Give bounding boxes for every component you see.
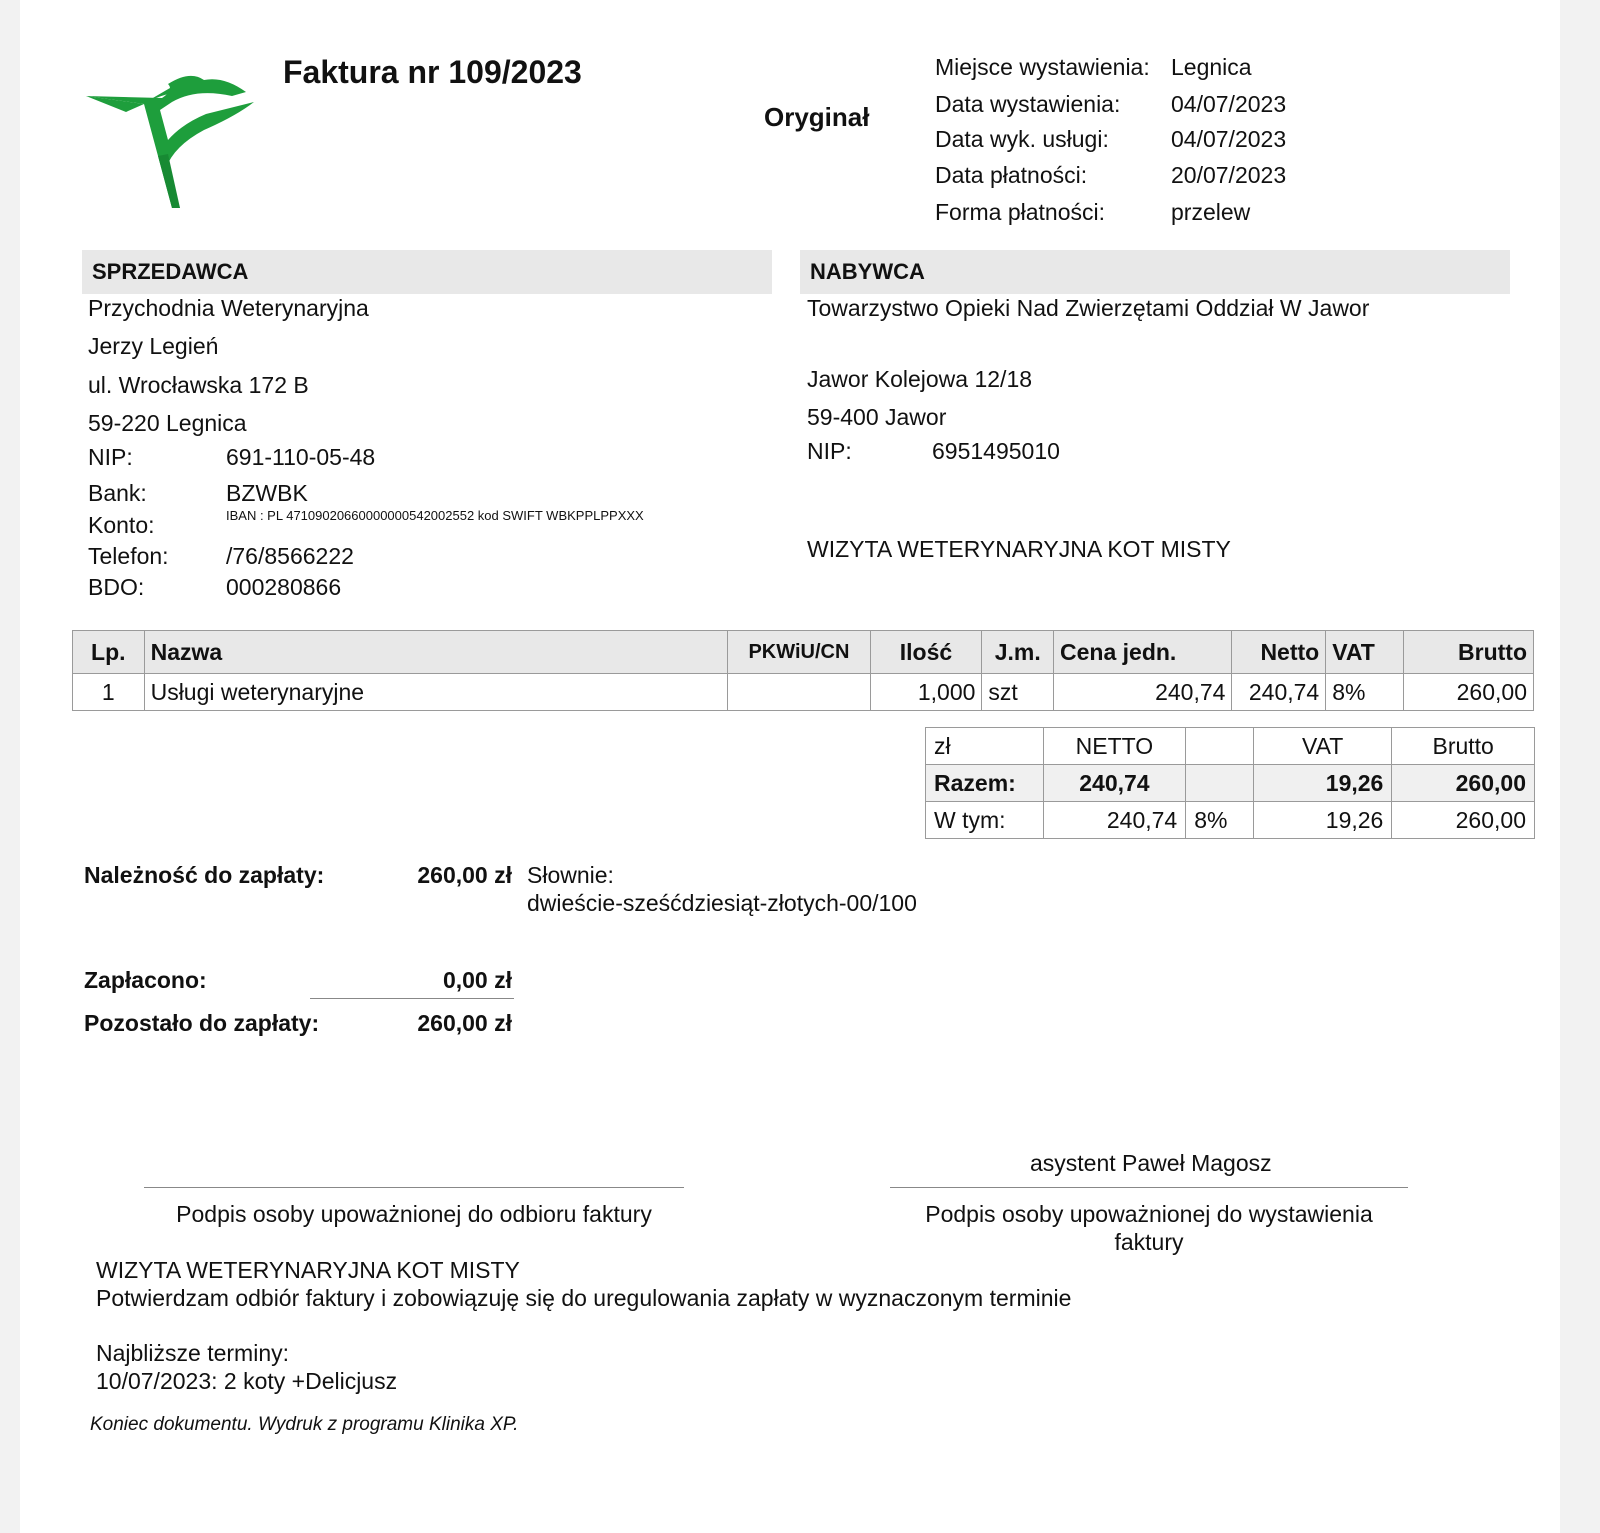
meta-label: Data wyk. usługi:	[935, 126, 1109, 152]
issuer-name: asystent Paweł Magosz	[1030, 1150, 1272, 1176]
issuer-signature-caption-line2: faktury	[1114, 1229, 1184, 1255]
razem-label: Razem:	[926, 765, 1044, 802]
paid-label: Zapłacono:	[84, 967, 207, 993]
seller-name2: Jerzy Legień	[88, 333, 219, 359]
buyer-city: 59-400 Jawor	[807, 404, 947, 430]
wtym-label: W tym:	[926, 802, 1044, 839]
field-value: BZWBK	[226, 480, 308, 506]
razem-vat: 19,26	[1253, 765, 1391, 802]
cell-netto: 240,74	[1232, 674, 1326, 711]
amount-words-label: Słownie:	[527, 862, 614, 888]
copy-type-label: Oryginał	[764, 102, 870, 132]
totals-wtym-row	[926, 802, 1535, 839]
totals-col-vat: VAT	[1253, 728, 1391, 765]
end-of-document-note: Koniec dokumentu. Wydruk z programu Klinika XP.	[90, 1414, 519, 1435]
cell-pkwiu	[728, 674, 870, 711]
amount-words-value: dwieście-sześćdziesiąt-złotych-00/100	[527, 890, 917, 916]
amount-due-value: 260,00 zł	[417, 862, 512, 888]
meta-label: Data płatności:	[935, 162, 1088, 188]
razem-brutto: 260,00	[1392, 765, 1535, 802]
meta-label: Forma płatności:	[935, 199, 1106, 225]
field-value: /76/8566222	[226, 543, 354, 569]
cell-nazwa: Usługi weterynaryjne	[144, 674, 728, 711]
field-label: NIP:	[88, 444, 133, 470]
receiver-signature-line	[144, 1187, 684, 1188]
col-ilosc: Ilość	[870, 631, 982, 674]
wtym-netto: 240,74	[1043, 802, 1186, 839]
remaining-label: Pozostało do zapłaty:	[84, 1010, 320, 1036]
meta-value: 20/07/2023	[1171, 162, 1287, 188]
issuer-signature-line	[890, 1187, 1408, 1188]
cell-jm: szt	[982, 674, 1054, 711]
col-nazwa: Nazwa	[144, 631, 728, 674]
seller-street: ul. Wrocławska 172 B	[88, 372, 309, 398]
col-brutto: Brutto	[1403, 631, 1533, 674]
sum-divider	[310, 998, 514, 999]
seller-city: 59-220 Legnica	[88, 410, 247, 436]
field-value: IBAN : PL 47109020660000000542002552 kod SWIFT WBKPPLPPXXX	[226, 508, 644, 523]
cell-cena: 240,74	[1054, 674, 1232, 711]
totals-table	[925, 727, 1535, 839]
wtym-rate: 8%	[1186, 802, 1254, 839]
totals-col-brutto: Brutto	[1392, 728, 1535, 765]
paid-value: 0,00 zł	[442, 967, 512, 993]
meta-value: 04/07/2023	[1171, 91, 1287, 117]
col-pkwiu: PKWiU/CN	[728, 631, 870, 674]
razem-rate	[1186, 765, 1254, 802]
field-value: 000280866	[226, 574, 342, 600]
totals-razem-row	[926, 765, 1535, 802]
items-table	[72, 630, 1534, 711]
razem-netto: 240,74	[1043, 765, 1186, 802]
buyer-note: WIZYTA WETERYNARYJNA KOT MISTY	[807, 536, 1231, 562]
buyer-name: Towarzystwo Opieki Nad Zwierzętami Oddział W Jawor	[807, 295, 1370, 321]
cell-lp: 1	[73, 674, 145, 711]
invoice-page	[20, 0, 1560, 1533]
meta-label: Data wystawienia:	[935, 91, 1121, 117]
footer-confirmation: Potwierdzam odbiór faktury i zobowiązuję się do uregulowania zapłaty w wyznaczonym terminie	[96, 1285, 1072, 1311]
footer-upcoming-label: Najbliższe terminy:	[96, 1340, 289, 1366]
col-vat: VAT	[1326, 631, 1404, 674]
totals-header-row	[926, 728, 1535, 765]
meta-value: przelew	[1171, 199, 1251, 225]
field-value: 691-110-05-48	[226, 444, 376, 470]
footer-note: WIZYTA WETERYNARYJNA KOT MISTY	[96, 1257, 520, 1283]
totals-col-rate	[1186, 728, 1254, 765]
field-label: Bank:	[88, 480, 147, 506]
meta-value: Legnica	[1171, 54, 1252, 80]
wtym-brutto: 260,00	[1392, 802, 1535, 839]
col-netto: Netto	[1232, 631, 1326, 674]
items-header-row	[73, 631, 1534, 674]
seller-name1: Przychodnia Weterynaryjna	[88, 295, 369, 321]
amount-due-label: Należność do zapłaty:	[84, 862, 325, 888]
cell-vat: 8%	[1326, 674, 1404, 711]
meta-value: 04/07/2023	[1171, 126, 1287, 152]
col-cena: Cena jedn.	[1054, 631, 1232, 674]
issuer-signature-caption-line1: Podpis osoby upoważnionej do wystawienia	[925, 1201, 1373, 1227]
buyer-heading: NABYWCA	[800, 250, 1510, 294]
receiver-signature-caption: Podpis osoby upoważnionej do odbioru faktury	[176, 1201, 652, 1227]
field-value: 6951495010	[932, 438, 1060, 464]
remaining-value: 260,00 zł	[417, 1010, 512, 1036]
cell-ilosc: 1,000	[870, 674, 982, 711]
table-row	[73, 674, 1534, 711]
field-label: NIP:	[807, 438, 852, 464]
field-label: Telefon:	[88, 543, 169, 569]
footer-upcoming-item: 10/07/2023: 2 koty +Delicjusz	[96, 1368, 398, 1394]
wtym-vat: 19,26	[1253, 802, 1391, 839]
totals-col-netto: NETTO	[1043, 728, 1186, 765]
buyer-street: Jawor Kolejowa 12/18	[807, 366, 1033, 392]
cell-brutto: 260,00	[1403, 674, 1533, 711]
totals-col-currency: zł	[926, 728, 1044, 765]
seller-heading: SPRZEDAWCA	[82, 250, 772, 294]
col-lp: Lp.	[73, 631, 145, 674]
meta-label: Miejsce wystawienia:	[935, 54, 1150, 80]
clinic-logo-icon	[86, 58, 256, 218]
invoice-title: Faktura nr 109/2023	[283, 54, 582, 90]
field-label: Konto:	[88, 512, 155, 538]
col-jm: J.m.	[982, 631, 1054, 674]
field-label: BDO:	[88, 574, 145, 600]
